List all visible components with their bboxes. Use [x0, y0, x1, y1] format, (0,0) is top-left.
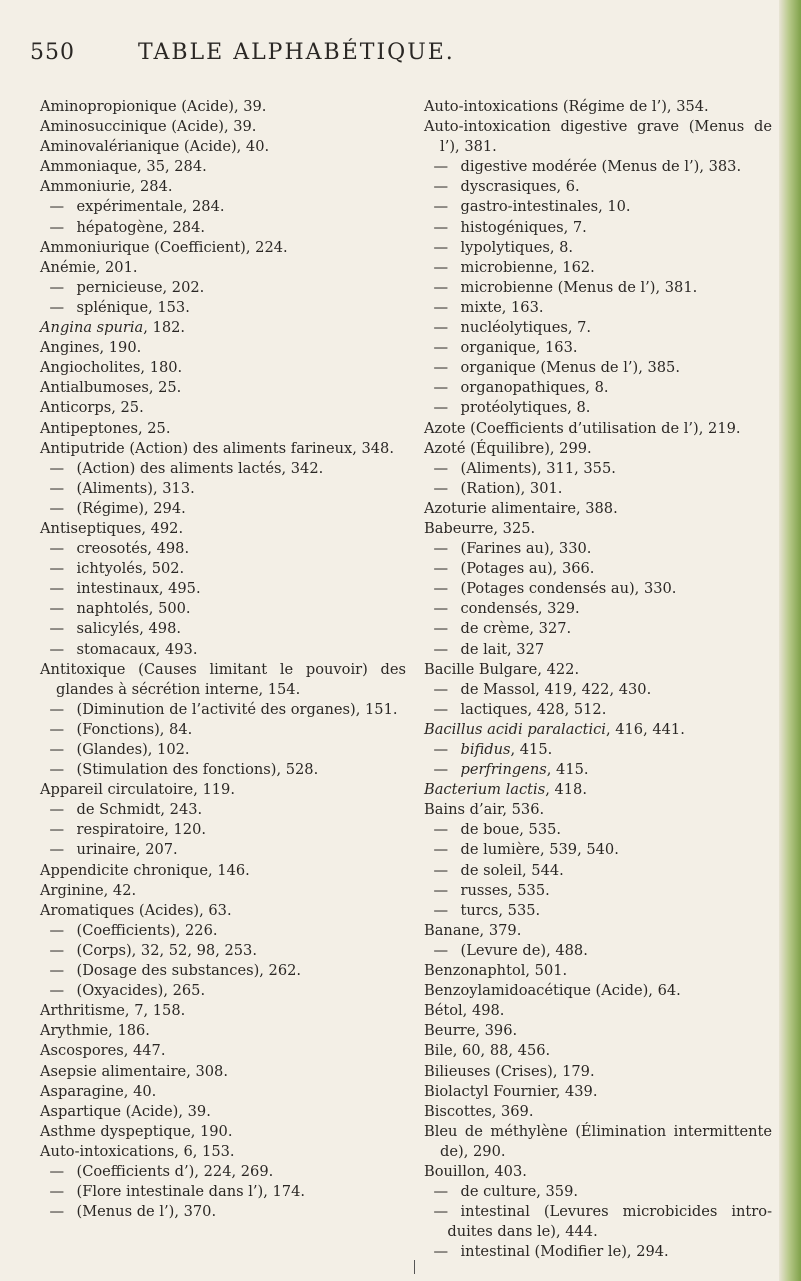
- index-entry-text: (Corps), 32, 52, 98, 253.: [76, 941, 257, 959]
- index-entry: [424, 117, 772, 157]
- subentry-dash: —: [433, 479, 449, 497]
- subentry-dash: —: [433, 359, 449, 377]
- subentry-dash: —: [49, 1183, 65, 1201]
- index-entry-text: (Glandes), 102.: [76, 741, 190, 758]
- subentry-dash: —: [49, 479, 65, 497]
- subentry-dash: —: [49, 620, 65, 638]
- index-entry-text: Bouillon, 403.: [424, 1162, 527, 1180]
- index-entry-text: gastro-intestinales, 10.: [460, 198, 631, 216]
- index-entry-text: (Régime), 294.: [76, 499, 186, 517]
- index-entry-text: naphtolés, 500.: [76, 600, 191, 618]
- subentry-dash: —: [433, 861, 449, 879]
- index-entry: [424, 459, 772, 479]
- index-entry-text: expérimentale, 284.: [76, 198, 225, 216]
- index-column-left: [40, 97, 406, 1222]
- index-entry: [40, 921, 406, 941]
- index-entry-text: (Farines au), 330.: [460, 540, 592, 558]
- index-entry: [40, 780, 406, 800]
- index-entry: [424, 1122, 772, 1162]
- index-entry-text: Bile, 60, 88, 456.: [424, 1042, 551, 1060]
- index-entry: [40, 197, 406, 217]
- index-entry-text: Babeurre, 325.: [424, 519, 536, 537]
- index-entry-text: Arythmie, 186.: [40, 1022, 150, 1040]
- index-entry: [40, 519, 406, 539]
- index-entry-text: nucléolytiques, 7.: [460, 319, 592, 337]
- index-entry: [40, 941, 406, 961]
- index-entry-text: protéolytiques, 8.: [460, 399, 591, 417]
- subentry-dash: —: [49, 761, 65, 779]
- index-entry: [40, 157, 406, 177]
- index-entry-text: Antialbumoses, 25.: [40, 379, 182, 397]
- index-entry: [40, 338, 406, 358]
- index-entry-text: (Dosage des substances), 262.: [76, 962, 302, 980]
- subentry-dash: —: [433, 399, 449, 417]
- subentry-dash: —: [433, 680, 449, 698]
- index-entry-text: Bilieuses (Crises), 179.: [424, 1062, 595, 1080]
- index-entry: [40, 318, 406, 338]
- subentry-dash: —: [433, 298, 449, 316]
- index-entry: [424, 378, 772, 398]
- index-entry: [40, 1122, 406, 1142]
- index-entry-text: Bleu de méthylène (Élimination intermittente de), 290.: [424, 1122, 772, 1160]
- index-entry-text: Antipeptones, 25.: [40, 419, 171, 437]
- index-entry-text: Azoturie alimentaire, 388.: [424, 499, 618, 517]
- index-entry-text: Bétol, 498.: [424, 1002, 505, 1020]
- subentry-dash: —: [49, 198, 65, 216]
- index-entry-text: Aspartique (Acide), 39.: [40, 1102, 211, 1120]
- index-entry: [40, 1202, 406, 1222]
- subentry-dash: —: [433, 560, 449, 578]
- subentry-dash: —: [49, 962, 65, 980]
- subentry-dash: —: [433, 339, 449, 357]
- index-entry-text: intestinal (Levures microbicides introduites dans le), 444.: [447, 1203, 772, 1241]
- index-entry-text: salicylés, 498.: [76, 620, 182, 638]
- index-entry: [424, 861, 772, 881]
- index-entry: [424, 961, 772, 981]
- subentry-dash: —: [433, 941, 449, 959]
- index-entry: [424, 1062, 772, 1082]
- index-entry: [40, 539, 406, 559]
- subentry-dash: —: [49, 921, 65, 939]
- index-entry-text: lactiques, 428, 512.: [460, 700, 607, 718]
- index-entry: [40, 459, 406, 479]
- index-entry: [40, 981, 406, 1001]
- index-entry-text: de lumière, 539, 540.: [460, 841, 619, 859]
- page-header: [30, 40, 760, 80]
- index-entry-text: de lait, 327: [460, 640, 545, 658]
- index-entry: [40, 640, 406, 660]
- index-entry: [424, 619, 772, 639]
- index-entry: [424, 941, 772, 961]
- subentry-dash: —: [49, 801, 65, 819]
- index-entry: [424, 298, 772, 318]
- index-entry: [424, 519, 772, 539]
- index-entry: [40, 740, 406, 760]
- index-entry: [424, 780, 772, 800]
- index-entry-text: Auto-intoxications, 6, 153.: [40, 1142, 235, 1160]
- index-entry: [40, 599, 406, 619]
- index-entry-text: organopathiques, 8.: [460, 379, 609, 397]
- index-entry: [424, 1021, 772, 1041]
- index-entry-text: Anticorps, 25.: [40, 399, 144, 417]
- index-entry-text: lypolytiques, 8.: [460, 238, 574, 256]
- subentry-dash: —: [433, 158, 449, 176]
- subentry-dash: —: [49, 741, 65, 758]
- index-entry: [40, 1062, 406, 1082]
- index-entry: [40, 660, 406, 700]
- subentry-dash: —: [433, 761, 449, 779]
- index-entry: [424, 800, 772, 820]
- index-entry: [424, 640, 772, 660]
- index-entry-text: (Aliments), 313.: [76, 479, 195, 497]
- subentry-dash: —: [49, 540, 65, 558]
- subentry-dash: —: [433, 600, 449, 618]
- index-entry: [40, 760, 406, 780]
- subentry-dash: —: [49, 560, 65, 578]
- index-entry-text: urinaire, 207.: [76, 841, 178, 859]
- index-entry: [424, 760, 772, 780]
- index-entry-text: ichtyolés, 502.: [76, 560, 185, 578]
- index-entry: [40, 700, 406, 720]
- subentry-dash: —: [433, 700, 449, 718]
- index-entry: [424, 700, 772, 720]
- index-entry-text: Asparagine, 40.: [40, 1082, 157, 1100]
- index-entry-text: Antiseptiques, 492.: [40, 519, 184, 537]
- index-entry-text: bifidus, 415.: [460, 741, 553, 758]
- subentry-dash: —: [49, 298, 65, 316]
- index-entry: [424, 238, 772, 258]
- index-entry: [40, 479, 406, 499]
- index-entry: [40, 1001, 406, 1021]
- index-entry-text: intestinaux, 495.: [76, 580, 201, 598]
- index-entry-text: Ascospores, 447.: [40, 1042, 166, 1060]
- index-entry: [40, 298, 406, 318]
- index-entry-text: (Coefficients), 226.: [76, 921, 218, 939]
- index-entry: [40, 358, 406, 378]
- index-entry: [424, 1102, 772, 1122]
- index-entry-text: stomacaux, 493.: [76, 640, 198, 658]
- index-entry: [40, 419, 406, 439]
- page-number: 550: [30, 40, 75, 65]
- index-entry: [40, 800, 406, 820]
- subentry-dash: —: [49, 278, 65, 296]
- index-entry-text: Arginine, 42.: [40, 881, 137, 899]
- index-entry-text: Ammoniurique (Coefficient), 224.: [40, 238, 288, 256]
- subentry-dash: —: [49, 218, 65, 236]
- index-entry: [40, 619, 406, 639]
- index-entry: [40, 97, 406, 117]
- index-entry-text: (Flore intestinale dans l’), 174.: [76, 1183, 305, 1201]
- subentry-dash: —: [433, 379, 449, 397]
- index-entry-text: (Stimulation des fonctions), 528.: [76, 761, 319, 779]
- subentry-dash: —: [49, 720, 65, 738]
- index-entry: [424, 981, 772, 1001]
- index-entry-text: Beurre, 396.: [424, 1022, 518, 1040]
- subentry-dash: —: [433, 620, 449, 638]
- column-rule: [414, 1260, 415, 1274]
- index-entry-text: Angina spuria, 182.: [40, 319, 186, 337]
- index-entry-text: perfringens, 415.: [460, 761, 589, 779]
- index-entry-text: (Ration), 301.: [460, 479, 563, 497]
- index-entry: [40, 1102, 406, 1122]
- index-entry-text: hépatogène, 284.: [76, 218, 206, 236]
- index-entry-text: Aminopropionique (Acide), 39.: [40, 98, 267, 115]
- index-entry-text: (Levure de), 488.: [460, 941, 588, 959]
- index-entry-text: Angiocholites, 180.: [40, 359, 183, 377]
- index-entry-text: Ammoniaque, 35, 284.: [40, 158, 207, 176]
- index-entry: [424, 559, 772, 579]
- subentry-dash: —: [433, 459, 449, 477]
- index-entry: [40, 439, 406, 459]
- index-entry-text: Bacillus acidi paralactici, 416, 441.: [424, 720, 685, 738]
- subentry-dash: —: [49, 821, 65, 839]
- subentry-dash: —: [49, 700, 65, 718]
- subentry-dash: —: [433, 218, 449, 236]
- index-entry: [424, 278, 772, 298]
- index-entry-text: de Schmidt, 243.: [76, 801, 203, 819]
- index-entry: [424, 1162, 772, 1182]
- subentry-dash: —: [433, 821, 449, 839]
- index-column-right: [424, 97, 772, 1262]
- index-entry: [424, 680, 772, 700]
- index-entry: [424, 338, 772, 358]
- subentry-dash: —: [433, 278, 449, 296]
- index-entry-text: condensés, 329.: [460, 600, 580, 618]
- subentry-dash: —: [49, 982, 65, 1000]
- subentry-dash: —: [433, 881, 449, 899]
- index-entry: [424, 740, 772, 760]
- index-entry: [40, 1021, 406, 1041]
- subentry-dash: —: [49, 459, 65, 477]
- subentry-dash: —: [433, 319, 449, 337]
- index-entry-text: Anémie, 201.: [40, 258, 138, 276]
- index-entry-text: histogéniques, 7.: [460, 218, 587, 236]
- index-entry-text: Aromatiques (Acides), 63.: [40, 901, 232, 919]
- index-entry-text: (Potages condensés au), 330.: [460, 580, 677, 598]
- index-entry: [424, 398, 772, 418]
- index-entry-text: de Massol, 419, 422, 430.: [460, 680, 652, 698]
- index-entry: [40, 238, 406, 258]
- index-entry: [424, 720, 772, 740]
- index-entry-text: dyscrasiques, 6.: [460, 178, 580, 196]
- index-entry: [40, 1041, 406, 1061]
- index-entry: [40, 881, 406, 901]
- index-entry: [424, 921, 772, 941]
- index-entry: [424, 1082, 772, 1102]
- index-entry: [424, 358, 772, 378]
- index-entry: [424, 479, 772, 499]
- subentry-dash: —: [433, 1203, 449, 1221]
- subentry-dash: —: [433, 901, 449, 919]
- index-entry-text: Banane, 379.: [424, 921, 522, 939]
- index-entry: [40, 177, 406, 197]
- index-entry-text: mixte, 163.: [460, 298, 544, 316]
- index-entry-text: pernicieuse, 202.: [76, 278, 205, 296]
- index-entry-text: Azoté (Équilibre), 299.: [424, 439, 592, 457]
- index-entry: [424, 579, 772, 599]
- index-entry: [424, 197, 772, 217]
- index-entry-text: Arthritisme, 7, 158.: [40, 1002, 186, 1020]
- index-entry: [424, 419, 772, 439]
- subentry-dash: —: [49, 941, 65, 959]
- index-entry: [40, 1182, 406, 1202]
- index-entry: [424, 499, 772, 519]
- index-entry: [40, 961, 406, 981]
- subentry-dash: —: [433, 640, 449, 658]
- index-entry-text: (Oxyacides), 265.: [76, 982, 206, 1000]
- page-edge-shadow: [779, 0, 801, 1281]
- index-entry: [424, 218, 772, 238]
- index-entry: [40, 720, 406, 740]
- index-entry-text: creosotés, 498.: [76, 540, 190, 558]
- index-entry-text: (Coefficients d’), 224, 269.: [76, 1162, 274, 1180]
- index-entry: [424, 177, 772, 197]
- index-entry-text: microbienne, 162.: [460, 258, 595, 276]
- index-entry-text: russes, 535.: [460, 881, 550, 899]
- index-entry-text: Azote (Coefficients d’utilisation de l’), 219.: [424, 419, 741, 437]
- index-entry: [424, 1182, 772, 1202]
- index-entry-text: Bains d’air, 536.: [424, 801, 545, 819]
- index-entry: [40, 499, 406, 519]
- index-entry: [424, 1202, 772, 1242]
- index-entry-text: intestinal (Modifier le), 294.: [460, 1243, 669, 1261]
- index-entry: [424, 1041, 772, 1061]
- index-entry-text: Antiputride (Action) des aliments farineux, 348.: [40, 439, 394, 457]
- subentry-dash: —: [49, 600, 65, 618]
- index-entry: [40, 378, 406, 398]
- subentry-dash: —: [433, 540, 449, 558]
- index-entry: [40, 579, 406, 599]
- subentry-dash: —: [49, 1203, 65, 1221]
- index-entry: [40, 820, 406, 840]
- index-entry: [40, 1082, 406, 1102]
- index-entry-text: de culture, 359.: [460, 1183, 579, 1201]
- index-entry-text: de crème, 327.: [460, 620, 572, 638]
- subentry-dash: —: [49, 580, 65, 598]
- subentry-dash: —: [49, 841, 65, 859]
- index-entry-text: Benzoylamidoacétique (Acide), 64.: [424, 982, 681, 1000]
- index-entry-text: (Fonctions), 84.: [76, 720, 193, 738]
- index-entry: [40, 901, 406, 921]
- index-entry: [40, 1162, 406, 1182]
- index-entry: [40, 258, 406, 278]
- index-entry-text: (Diminution de l’activité des organes), 151.: [76, 700, 398, 718]
- subentry-dash: —: [433, 741, 449, 758]
- index-entry: [424, 539, 772, 559]
- index-entry-text: Asepsie alimentaire, 308.: [40, 1062, 228, 1080]
- index-entry: [40, 218, 406, 238]
- index-entry-text: Ammoniurie, 284.: [40, 178, 173, 196]
- running-title: TABLE ALPHABÉTIQUE.: [138, 40, 455, 65]
- index-entry-text: respiratoire, 120.: [76, 821, 206, 839]
- subentry-dash: —: [49, 640, 65, 658]
- index-entry-text: Bacille Bulgare, 422.: [424, 660, 580, 678]
- index-entry-text: Asthme dyspeptique, 190.: [40, 1122, 233, 1140]
- index-entry-text: (Potages au), 366.: [460, 560, 595, 578]
- index-entry-text: (Menus de l’), 370.: [76, 1203, 217, 1221]
- index-entry: [424, 1242, 772, 1262]
- index-entry-text: de soleil, 544.: [460, 861, 564, 879]
- subentry-dash: —: [433, 198, 449, 216]
- index-entry-text: Auto-intoxications (Régime de l’), 354.: [424, 98, 709, 115]
- index-entry-text: Appendicite chronique, 146.: [40, 861, 250, 879]
- index-entry-text: digestive modérée (Menus de l’), 383.: [460, 158, 742, 176]
- index-entry: [40, 559, 406, 579]
- subentry-dash: —: [433, 178, 449, 196]
- index-entry: [424, 820, 772, 840]
- index-entry: [424, 97, 772, 117]
- index-entry: [424, 660, 772, 680]
- index-entry-text: Angines, 190.: [40, 339, 142, 357]
- index-entry-text: splénique, 153.: [76, 298, 190, 316]
- index-entry-text: Benzonaphtol, 501.: [424, 962, 568, 980]
- index-entry-text: (Action) des aliments lactés, 342.: [76, 459, 324, 477]
- index-entry: [40, 137, 406, 157]
- index-entry-text: Antitoxique (Causes limitant le pouvoir) des glandes à sécrétion interne, 154.: [40, 660, 406, 698]
- index-entry-text: de boue, 535.: [460, 821, 562, 839]
- index-entry-text: turcs, 535.: [460, 901, 541, 919]
- subentry-dash: —: [433, 580, 449, 598]
- index-entry-text: organique (Menus de l’), 385.: [460, 359, 680, 377]
- index-entry: [424, 157, 772, 177]
- index-entry: [40, 398, 406, 418]
- index-entry: [424, 840, 772, 860]
- index-entry-text: Bacterium lactis, 418.: [424, 781, 587, 799]
- index-entry: [424, 901, 772, 921]
- index-entry: [424, 599, 772, 619]
- index-entry: [40, 117, 406, 137]
- index-entry-text: (Aliments), 311, 355.: [460, 459, 616, 477]
- index-entry: [424, 258, 772, 278]
- index-entry: [424, 318, 772, 338]
- subentry-dash: —: [433, 1183, 449, 1201]
- index-entry: [40, 861, 406, 881]
- index-entry-text: Biolactyl Fournier, 439.: [424, 1082, 598, 1100]
- index-entry-text: Appareil circulatoire, 119.: [40, 781, 235, 799]
- index-entry-text: Biscottes, 369.: [424, 1102, 534, 1120]
- subentry-dash: —: [433, 238, 449, 256]
- index-entry: [40, 840, 406, 860]
- subentry-dash: —: [49, 499, 65, 517]
- index-entry-text: organique, 163.: [460, 339, 578, 357]
- index-entry: [424, 881, 772, 901]
- index-entry-text: Aminovalérianique (Acide), 40.: [40, 138, 270, 156]
- index-entry-text: Auto-intoxication digestive grave (Menus de l’), 381.: [424, 118, 772, 156]
- index-entry: [424, 439, 772, 459]
- subentry-dash: —: [433, 841, 449, 859]
- index-entry: [40, 1142, 406, 1162]
- index-entry: [424, 1001, 772, 1021]
- index-entry: [40, 278, 406, 298]
- subentry-dash: —: [433, 258, 449, 276]
- index-entry-text: Aminosuccinique (Acide), 39.: [40, 118, 257, 136]
- subentry-dash: —: [433, 1243, 449, 1261]
- subentry-dash: —: [49, 1162, 65, 1180]
- index-entry-text: microbienne (Menus de l’), 381.: [460, 278, 698, 296]
